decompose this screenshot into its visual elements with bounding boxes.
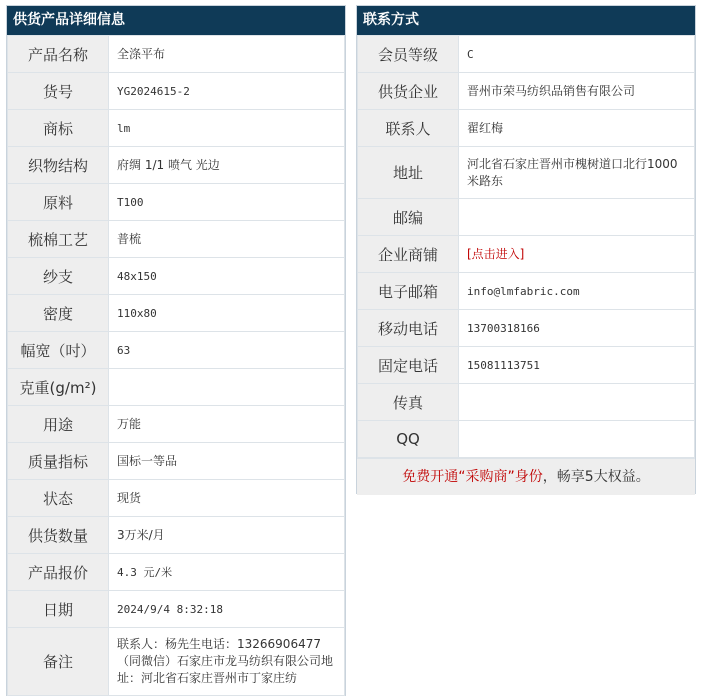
row-label: 备注 bbox=[8, 628, 109, 696]
table-row bbox=[8, 110, 345, 147]
table-row bbox=[8, 369, 345, 406]
table-row bbox=[8, 73, 345, 110]
row-value: 13700318166 bbox=[459, 310, 695, 347]
shop-link-cell bbox=[459, 236, 695, 273]
row-value bbox=[109, 369, 345, 406]
row-label: 供货企业 bbox=[358, 73, 459, 110]
row-label: 克重(g/m²) bbox=[8, 369, 109, 406]
table-row bbox=[358, 347, 695, 384]
row-value: 现货 bbox=[109, 480, 345, 517]
row-label: 密度 bbox=[8, 295, 109, 332]
row-label: 邮编 bbox=[358, 199, 459, 236]
row-label: 商标 bbox=[8, 110, 109, 147]
table-row bbox=[358, 147, 695, 199]
row-value: 万能 bbox=[109, 406, 345, 443]
table-row bbox=[8, 36, 345, 73]
row-value: 翟红梅 bbox=[459, 110, 695, 147]
table-row bbox=[358, 110, 695, 147]
row-value: 4.3 元/米 bbox=[109, 554, 345, 591]
table-row bbox=[8, 184, 345, 221]
table-row bbox=[8, 591, 345, 628]
row-label: 梳棉工艺 bbox=[8, 221, 109, 258]
row-value bbox=[459, 199, 695, 236]
contact-title: 联系方式 bbox=[357, 6, 695, 35]
row-label: 电子邮箱 bbox=[358, 273, 459, 310]
row-label: 原料 bbox=[8, 184, 109, 221]
row-label: 幅宽（吋） bbox=[8, 332, 109, 369]
row-label: 纱支 bbox=[8, 258, 109, 295]
table-row bbox=[358, 199, 695, 236]
table-row bbox=[8, 554, 345, 591]
table-row bbox=[8, 147, 345, 184]
table-row bbox=[358, 421, 695, 458]
table-row bbox=[8, 258, 345, 295]
row-label: 会员等级 bbox=[358, 36, 459, 73]
row-value bbox=[459, 421, 695, 458]
row-label: 联系人 bbox=[358, 110, 459, 147]
table-row bbox=[358, 73, 695, 110]
row-label: 用途 bbox=[8, 406, 109, 443]
contact-panel bbox=[356, 5, 696, 494]
row-label: 固定电话 bbox=[358, 347, 459, 384]
table-row bbox=[8, 221, 345, 258]
row-value: 全涤平布 bbox=[109, 36, 345, 73]
table-row bbox=[358, 310, 695, 347]
row-label: 地址 bbox=[358, 147, 459, 199]
row-value: 国标一等品 bbox=[109, 443, 345, 480]
buyer-promo-link[interactable]: 免费开通“采购商”身份 bbox=[402, 469, 543, 485]
row-value: YG2024615-2 bbox=[109, 73, 345, 110]
table-row bbox=[8, 443, 345, 480]
row-value bbox=[459, 384, 695, 421]
buyer-promo-text: ，畅享5大权益。 bbox=[542, 469, 650, 485]
row-value: 3万米/月 bbox=[109, 517, 345, 554]
row-label: 移动电话 bbox=[358, 310, 459, 347]
contact-table bbox=[357, 35, 695, 458]
row-value: 2024/9/4 8:32:18 bbox=[109, 591, 345, 628]
row-value: 晋州市荣马纺织品销售有限公司 bbox=[459, 73, 695, 110]
row-label: 供货数量 bbox=[8, 517, 109, 554]
shop-link[interactable]: [点击进入] bbox=[467, 246, 525, 261]
row-label: 产品名称 bbox=[8, 36, 109, 73]
row-value: 联系人：杨先生电话：13266906477（同微信）石家庄市龙马纺织有限公司地址：河北省石家庄晋州市丁家庄纺 bbox=[109, 628, 345, 696]
product-details-title: 供货产品详细信息 bbox=[7, 6, 345, 35]
row-label: 日期 bbox=[8, 591, 109, 628]
row-value: 48x150 bbox=[109, 258, 345, 295]
row-value: 府绸 1/1 喷气 光边 bbox=[109, 147, 345, 184]
row-value: 63 bbox=[109, 332, 345, 369]
table-row bbox=[8, 295, 345, 332]
row-value: T100 bbox=[109, 184, 345, 221]
table-row bbox=[358, 273, 695, 310]
row-label: QQ bbox=[358, 421, 459, 458]
table-row bbox=[358, 384, 695, 421]
row-label: 产品报价 bbox=[8, 554, 109, 591]
product-details-panel bbox=[6, 5, 346, 696]
table-row bbox=[8, 480, 345, 517]
row-value: 河北省石家庄晋州市槐树道口北行1000米路东 bbox=[459, 147, 695, 199]
table-row bbox=[358, 236, 695, 273]
row-label: 状态 bbox=[8, 480, 109, 517]
table-row bbox=[8, 332, 345, 369]
table-row bbox=[8, 628, 345, 696]
row-value: C bbox=[459, 36, 695, 73]
row-value: lm bbox=[109, 110, 345, 147]
table-row bbox=[8, 406, 345, 443]
table-row bbox=[8, 517, 345, 554]
row-label: 传真 bbox=[358, 384, 459, 421]
row-label: 货号 bbox=[8, 73, 109, 110]
row-label: 企业商铺 bbox=[358, 236, 459, 273]
row-value: info@lmfabric.com bbox=[459, 273, 695, 310]
row-value: 110x80 bbox=[109, 295, 345, 332]
row-value: 15081113751 bbox=[459, 347, 695, 384]
table-row bbox=[358, 36, 695, 73]
product-details-table bbox=[7, 35, 345, 696]
row-label: 质量指标 bbox=[8, 443, 109, 480]
buyer-promo bbox=[357, 458, 695, 495]
row-value: 普梳 bbox=[109, 221, 345, 258]
row-label: 织物结构 bbox=[8, 147, 109, 184]
